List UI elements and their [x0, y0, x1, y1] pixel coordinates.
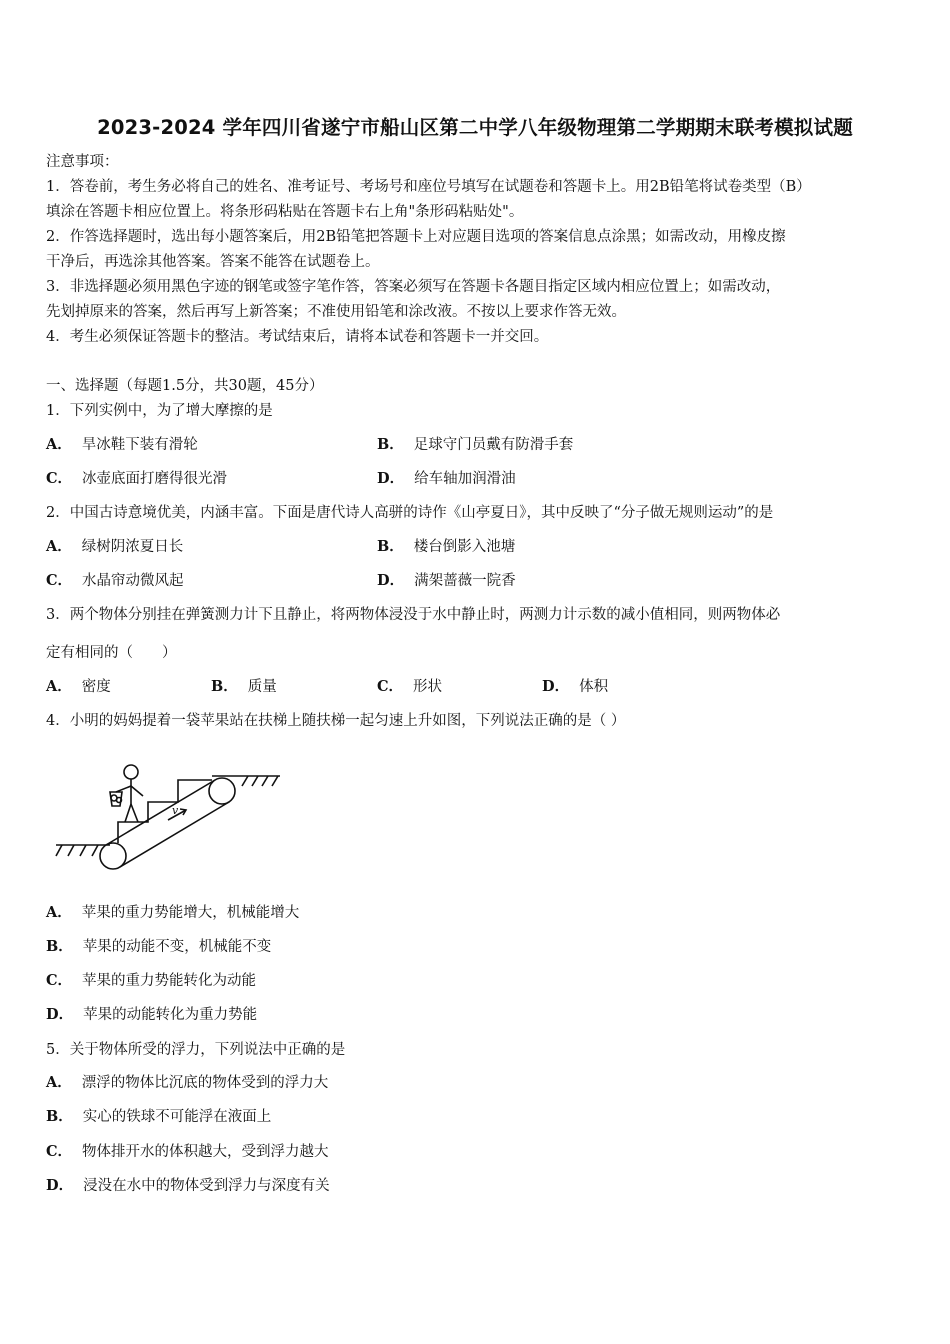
option	[377, 571, 516, 591]
option-label: B．	[377, 436, 404, 453]
notice-line: 2．作答选择题时，选出每小题答案后，用2B铅笔把答题卡上对应题目选项的答案信息点涂黑；如需改动，用橡皮擦	[46, 229, 786, 245]
option	[377, 469, 516, 489]
option-label: A．	[46, 1074, 72, 1091]
option-text: 实心的铁球不可能浮在液面上	[82, 1109, 272, 1125]
option-text: 楼台倒影入池塘	[413, 539, 516, 555]
option-text: 苹果的动能转化为重力势能	[83, 1007, 258, 1023]
option-label: C．	[46, 572, 73, 589]
option-text: 形状	[413, 679, 443, 695]
option-text: 苹果的重力势能转化为动能	[82, 973, 257, 989]
section-heading: 一、选择题（每题1.5分，共30题，45分）	[46, 378, 324, 394]
option	[46, 1176, 330, 1196]
option	[377, 677, 442, 697]
option-label: B．	[377, 538, 404, 555]
option	[46, 903, 299, 923]
option-text: 满架蔷薇一院香	[414, 573, 516, 589]
option	[377, 435, 573, 455]
option-text: 给车轴加润滑油	[414, 471, 516, 487]
option-label: A．	[46, 538, 72, 555]
notice-line: 填涂在答题卡相应位置上。将条形码粘贴在答题卡右上角"条形码粘贴处"。	[46, 204, 524, 220]
option-label: C．	[46, 972, 73, 989]
option-text: 体积	[579, 679, 609, 695]
option-text: 水晶帘动微风起	[82, 573, 184, 589]
option	[211, 677, 277, 697]
option-text: 浸没在水中的物体受到浮力与深度有关	[83, 1178, 330, 1194]
notice-heading: 注意事项：	[46, 154, 119, 170]
option-text: 足球守门员戴有防滑手套	[413, 437, 574, 453]
option	[46, 937, 271, 957]
notice-line: 1．答卷前，考生务必将自己的姓名、准考证号、考场号和座位号填写在试题卷和答题卡上。用2B铅笔将试卷类型（B）	[46, 179, 811, 195]
option-text: 质量	[247, 679, 277, 695]
option-text: 旱冰鞋下装有滑轮	[81, 437, 198, 453]
option-label: C．	[46, 470, 73, 487]
option-text: 苹果的重力势能增大，机械能增大	[81, 905, 300, 921]
option-text: 密度	[81, 679, 111, 695]
option-text: 漂浮的物体比沉底的物体受到的浮力大	[81, 1075, 329, 1091]
velocity-label: v	[172, 804, 179, 817]
question-stem: 5．关于物体所受的浮力，下列说法中正确的是	[46, 1042, 346, 1058]
option-label: C．	[377, 678, 404, 695]
option	[542, 677, 608, 697]
option	[46, 971, 256, 991]
question-stem: 3．两个物体分别挂在弹簧测力计下且静止，将两物体浸没于水中静止时，两测力计示数的减小值相同，则两物体必	[46, 607, 781, 623]
option-label: A．	[46, 678, 72, 695]
notice-line: 4．考生必须保证答题卡的整洁。考试结束后，请将本试卷和答题卡一并交回。	[46, 329, 549, 345]
option	[46, 537, 183, 557]
notice-line: 3．非选择题必须用黑色字迹的钢笔或签字笔作答，答案必须写在答题卡各题目指定区域内相应位置上；如需改动，	[46, 279, 781, 295]
question-stem-continued: 定有相同的（ ）	[46, 645, 177, 661]
option	[46, 571, 184, 591]
option-text: 绿树阴浓夏日长	[81, 539, 184, 555]
option	[46, 435, 198, 455]
option-label: A．	[46, 904, 72, 921]
option-label: B．	[46, 1108, 73, 1125]
option-label: C．	[46, 1143, 73, 1160]
option-label: A．	[46, 436, 72, 453]
option-label: D．	[46, 1006, 74, 1023]
option	[46, 677, 111, 697]
question-stem: 1．下列实例中，为了增大摩擦的是	[46, 403, 273, 419]
escalator-figure	[52, 756, 284, 874]
option-text: 苹果的动能不变，机械能不变	[82, 939, 272, 955]
option-label: D．	[46, 1177, 74, 1194]
option	[46, 1073, 328, 1093]
notice-line: 先划掉原来的答案，然后再写上新答案；不准使用铅笔和涂改液。不按以上要求作答无效。	[46, 304, 626, 320]
option	[46, 1005, 257, 1025]
option-text: 物体排开水的体积越大，受到浮力越大	[82, 1144, 329, 1160]
option-label: D．	[542, 678, 570, 695]
question-stem: 4．小明的妈妈提着一袋苹果站在扶梯上随扶梯一起匀速上升如图，下列说法正确的是（ ）	[46, 713, 626, 729]
option	[46, 469, 227, 489]
notice-line: 干净后，再选涂其他答案。答案不能答在试题卷上。	[46, 254, 380, 270]
question-stem: 2．中国古诗意境优美，内涵丰富。下面是唐代诗人高骈的诗作《山亭夏日》，其中反映了“分子做无规则运动”的是	[46, 505, 774, 521]
option-text: 冰壶底面打磨得很光滑	[82, 471, 228, 487]
option-label: D．	[377, 572, 405, 589]
option-label: B．	[211, 678, 238, 695]
option	[46, 1107, 271, 1127]
option-label: D．	[377, 470, 405, 487]
option	[46, 1142, 329, 1162]
option	[377, 537, 515, 557]
exam-title: 2023-2024 学年四川省遂宁市船山区第二中学八年级物理第二学期期末联考模拟试题	[97, 116, 853, 139]
option-label: B．	[46, 938, 73, 955]
